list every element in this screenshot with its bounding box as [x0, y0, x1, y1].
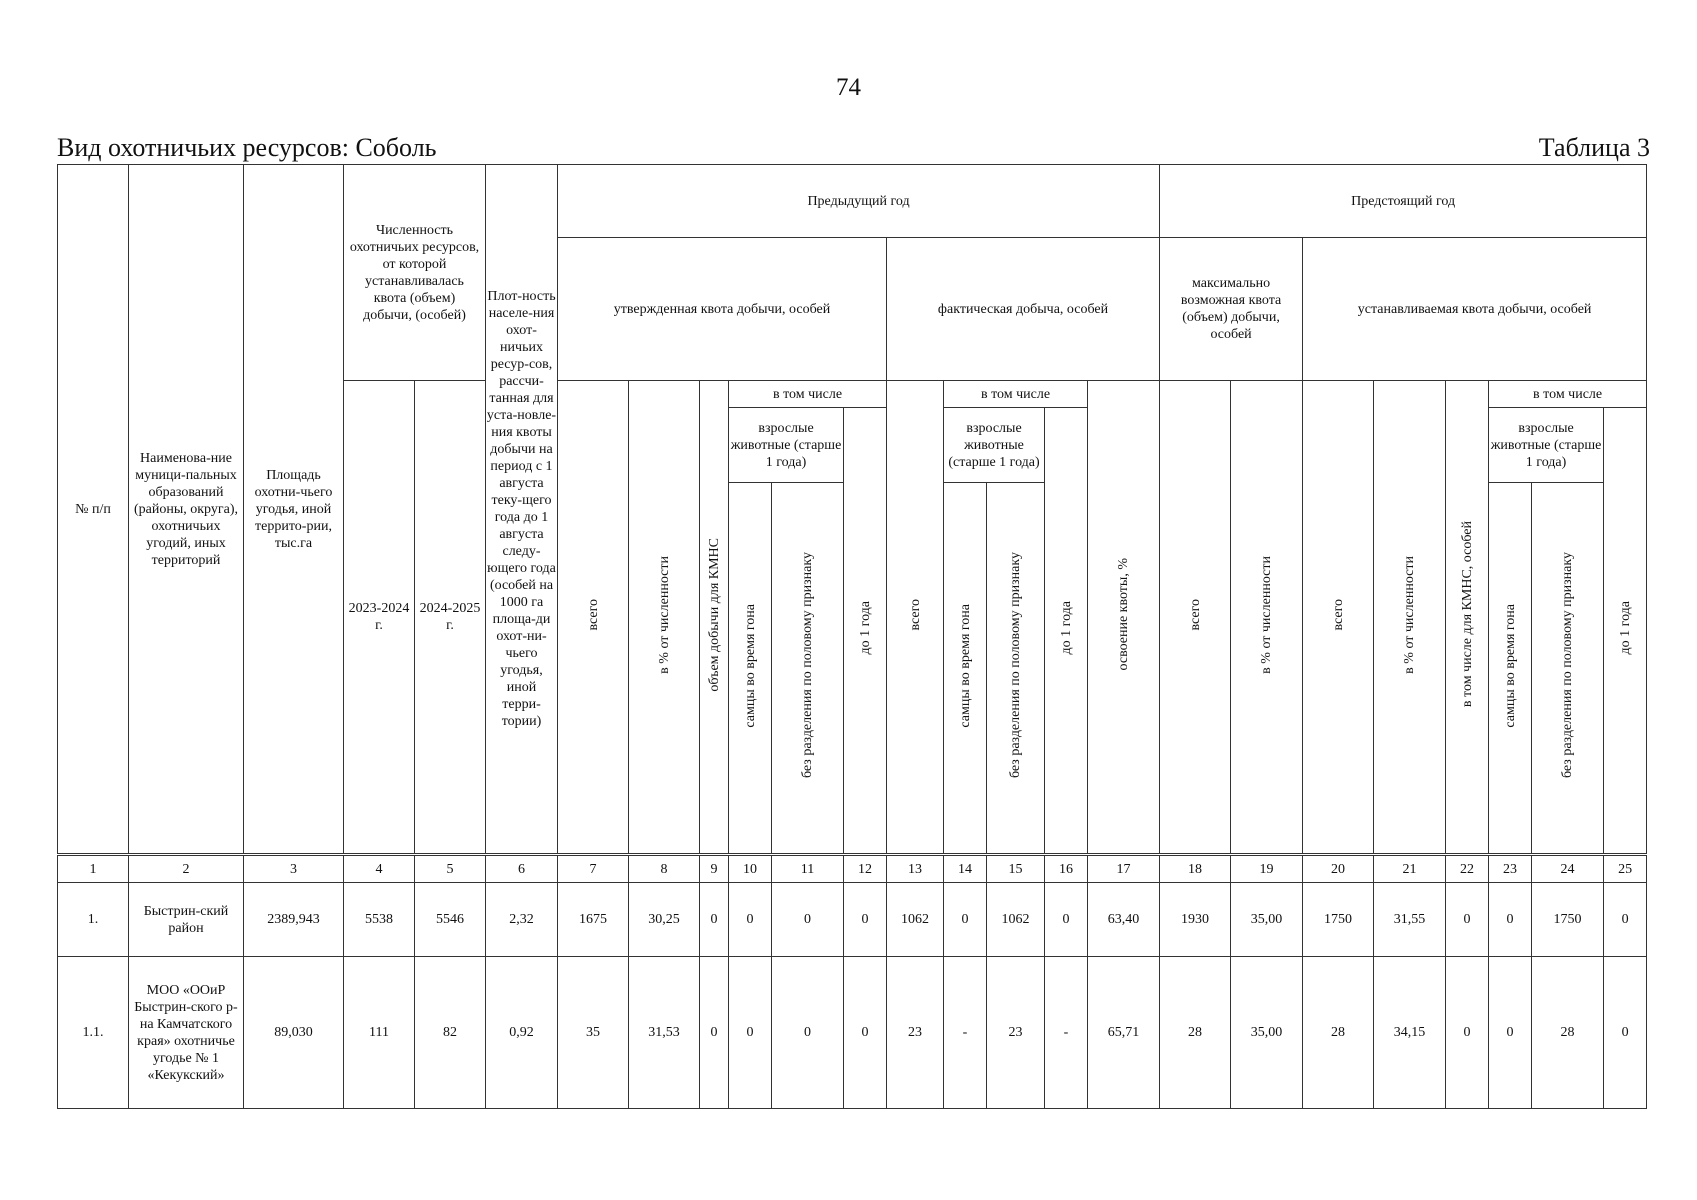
header-approved-pct: в % от численности	[629, 381, 700, 855]
header-approved-under1: до 1 года	[844, 408, 887, 855]
header-actual-harvest: фактическая добыча, особей	[887, 238, 1160, 381]
colnum: 3	[244, 855, 344, 883]
cell: 5546	[415, 883, 486, 957]
colnum: 23	[1489, 855, 1532, 883]
cell: 65,71	[1088, 957, 1160, 1109]
colnum: 22	[1446, 855, 1489, 883]
cell: 0	[844, 883, 887, 957]
colnum: 13	[887, 855, 944, 883]
header-set-under1: до 1 года	[1604, 408, 1647, 855]
cell: 111	[344, 957, 415, 1109]
header-density: Плот-ность населе-ния охот-ничьих ресур-сов, рассчи-танная для уста-новле-ния квоты добычи на период с 1 августа теку-щего года до 1 августа следу-ющего года (особей на 1000 га площа-ди охот-ни-чьего угодья, иной терри-тории)	[486, 165, 558, 855]
cell: 0	[944, 883, 987, 957]
cell: 1062	[987, 883, 1045, 957]
page-number: 74	[836, 74, 861, 101]
table-row	[58, 957, 1647, 1109]
header-max-total: всего	[1160, 381, 1231, 855]
header-set-total: всего	[1303, 381, 1374, 855]
colnum: 12	[844, 855, 887, 883]
cell: 0	[1489, 957, 1532, 1109]
colnum: 10	[729, 855, 772, 883]
colnum: 21	[1374, 855, 1446, 883]
cell: 0	[700, 883, 729, 957]
cell: 82	[415, 957, 486, 1109]
cell: 0	[1045, 883, 1088, 957]
cell: 1.1.	[58, 957, 129, 1109]
header-approved-total: всего	[558, 381, 629, 855]
colnum: 15	[987, 855, 1045, 883]
cell: 1.	[58, 883, 129, 957]
cell: 28	[1303, 957, 1374, 1109]
header-name: Наименова-ние муници-пальных образований (районы, округа), охотничьих угодий, иных территорий	[129, 165, 244, 855]
header-set-quota: устанавливаемая квота добычи, особей	[1303, 238, 1647, 381]
cell: 1930	[1160, 883, 1231, 957]
header-approved-quota: утвержденная квота добычи, особей	[558, 238, 887, 381]
cell: 0	[729, 883, 772, 957]
cell: 0	[844, 957, 887, 1109]
colnum: 20	[1303, 855, 1374, 883]
table-number: Таблица 3	[1538, 133, 1650, 162]
cell: 89,030	[244, 957, 344, 1109]
colnum: 17	[1088, 855, 1160, 883]
cell: 5538	[344, 883, 415, 957]
header-quota-use: освоение квоты, %	[1088, 381, 1160, 855]
header-set-nosex: без разделения по половому признаку	[1532, 483, 1604, 855]
header-actual-total: всего	[887, 381, 944, 855]
colnum: 19	[1231, 855, 1303, 883]
colnum: 25	[1604, 855, 1647, 883]
colnum: 16	[1045, 855, 1088, 883]
cell: 0,92	[486, 957, 558, 1109]
colnum: 5	[415, 855, 486, 883]
colnum: 7	[558, 855, 629, 883]
header-set-kmns: в том числе для КМНС, особей	[1446, 381, 1489, 855]
header-count-2023: 2023-2024 г.	[344, 381, 415, 855]
cell: 0	[1604, 957, 1647, 1109]
cell: 0	[1489, 883, 1532, 957]
header-count-2024: 2024-2025 г.	[415, 381, 486, 855]
header-actual-nosex: без разделения по половому признаку	[987, 483, 1045, 855]
header-next-year: Предстоящий год	[1160, 165, 1647, 238]
cell: 0	[772, 957, 844, 1109]
colnum: 8	[629, 855, 700, 883]
cell: Быстрин-ский район	[129, 883, 244, 957]
cell: 1062	[887, 883, 944, 957]
header-set-adults: взрослые животные (старше 1 года)	[1489, 408, 1604, 483]
header-actual-including: в том числе	[944, 381, 1088, 408]
cell: 1750	[1532, 883, 1604, 957]
cell: 28	[1160, 957, 1231, 1109]
header-max-quota: максимально возможная квота (объем) добычи, особей	[1160, 238, 1303, 381]
cell: 34,15	[1374, 957, 1446, 1109]
cell: 0	[772, 883, 844, 957]
cell: 1675	[558, 883, 629, 957]
colnum: 4	[344, 855, 415, 883]
quota-table	[57, 164, 1647, 1109]
cell: 31,53	[629, 957, 700, 1109]
header-prev-year: Предыдущий год	[558, 165, 1160, 238]
cell: 31,55	[1374, 883, 1446, 957]
header-set-including: в том числе	[1489, 381, 1647, 408]
header-approved-adults: взрослые животные (старше 1 года)	[729, 408, 844, 483]
header-set-males: самцы во время гона	[1489, 483, 1532, 855]
header-actual-adults: взрослые животные (старше 1 года)	[944, 408, 1045, 483]
column-number-row	[58, 855, 1647, 883]
cell: 63,40	[1088, 883, 1160, 957]
colnum: 2	[129, 855, 244, 883]
colnum: 1	[58, 855, 129, 883]
header-actual-under1: до 1 года	[1045, 408, 1088, 855]
header-count-group: Численность охотничьих ресурсов, от которой устанавливалась квота (объем) добычи, (особей)	[344, 165, 486, 381]
header-actual-males: самцы во время гона	[944, 483, 987, 855]
header-area: Площадь охотни-чьего угодья, иной террито-рии, тыс.га	[244, 165, 344, 855]
cell: 23	[987, 957, 1045, 1109]
cell: 0	[700, 957, 729, 1109]
cell: -	[1045, 957, 1088, 1109]
cell: 35	[558, 957, 629, 1109]
cell: 1750	[1303, 883, 1374, 957]
header-approved-including: в том числе	[729, 381, 887, 408]
cell: 28	[1532, 957, 1604, 1109]
header-max-pct: в % от численности	[1231, 381, 1303, 855]
colnum: 14	[944, 855, 987, 883]
cell: 2,32	[486, 883, 558, 957]
colnum: 6	[486, 855, 558, 883]
cell: 0	[1604, 883, 1647, 957]
colnum: 11	[772, 855, 844, 883]
table-row	[58, 883, 1647, 957]
header-set-pct: в % от численности	[1374, 381, 1446, 855]
cell: 0	[1446, 957, 1489, 1109]
cell: 30,25	[629, 883, 700, 957]
cell: 0	[1446, 883, 1489, 957]
cell: 35,00	[1231, 883, 1303, 957]
header-approved-nosex: без разделения по половому признаку	[772, 483, 844, 855]
header-kmns-volume: объем добычи для КМНС	[700, 381, 729, 855]
colnum: 24	[1532, 855, 1604, 883]
cell: -	[944, 957, 987, 1109]
cell: 23	[887, 957, 944, 1109]
colnum: 9	[700, 855, 729, 883]
cell: МОО «ООиР Быстрин-ского р-на Камчатского края» охотничье угодье № 1 «Кекукский»	[129, 957, 244, 1109]
cell: 35,00	[1231, 957, 1303, 1109]
cell: 0	[729, 957, 772, 1109]
resource-type-title: Вид охотничьих ресурсов: Соболь	[57, 133, 437, 162]
cell: 2389,943	[244, 883, 344, 957]
colnum: 18	[1160, 855, 1231, 883]
header-no: № п/п	[58, 165, 129, 855]
header-approved-males: самцы во время гона	[729, 483, 772, 855]
